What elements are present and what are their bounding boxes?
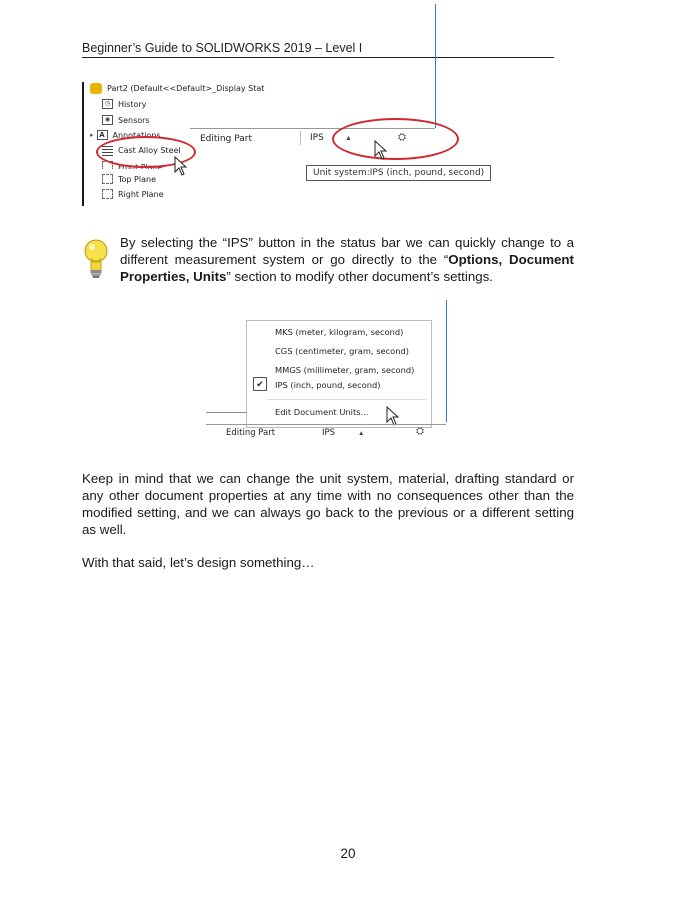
status-editing-part: Editing Part [200,134,252,144]
check-icon: ✔ [253,377,267,391]
tree-item-right-plane[interactable] [102,189,164,199]
tree-item-label: Cast Alloy Steel [118,146,181,155]
rebuild-icon[interactable]: ⛭ [416,426,424,437]
mouse-cursor-icon [374,140,388,160]
caret-up-icon: ▲ [345,135,352,142]
menu-item-cgs[interactable]: CGS (centimeter, gram, second) [275,346,410,356]
part-icon [90,83,102,94]
tip-text-a: By selecting the “IPS” button in the status bar we can quickly change to a different measurement system or go directly to the “ [120,235,574,267]
units-button[interactable]: IPS [322,428,336,438]
divider-line [206,412,246,413]
paragraph-design-something: With that said, let’s design something… [82,555,315,570]
menu-item-mks[interactable]: MKS (meter, kilogram, second) [275,327,404,337]
graphics-area-edge [446,300,447,422]
header-rule [82,57,554,58]
tree-item-label: Front Plane [118,163,163,169]
sensors-icon: ◉ [102,115,113,125]
units-tooltip: Unit system:IPS (inch, pound, second) [306,165,491,181]
units-button[interactable]: IPS [310,133,324,143]
menu-separator [267,399,427,400]
rebuild-icon[interactable]: ⛭ [398,132,406,143]
tip-text-bold: Options, Document Properties, Units [120,252,574,284]
tip-paragraph [120,234,574,285]
mouse-cursor-icon [386,406,400,426]
annotations-icon: A [97,130,108,140]
tree-item-label: Sensors [118,115,150,125]
expand-arrow-icon: ▸ [90,131,94,139]
tree-item-label: History [118,99,147,109]
page-number: 20 [340,846,356,861]
tree-item-label: Right Plane [118,189,164,199]
status-editing-part: Editing Part [226,428,276,438]
plane-icon [102,174,113,184]
graphics-area-edge [435,4,436,128]
paragraph-keep-in-mind: Keep in mind that we can change the unit system, material, drafting standard or any other document properties at any time with no consequences other than the modified setting, and we can always go back to the previous or a different setting as well. [82,471,574,537]
status-bar-border [206,424,446,425]
plane-icon [102,189,113,199]
menu-item-mmgs[interactable]: MMGS (millimeter, gram, second) [275,365,415,375]
tip-text-b: ” section to modify other document’s settings. [226,269,493,284]
tree-border [82,82,84,206]
caret-up-icon: ▲ [358,430,365,437]
tree-item-top-plane[interactable] [102,174,156,184]
tree-item-label: Top Plane [118,174,156,184]
tree-item-label: Part2 (Default<<Default>_Display Stat [107,84,265,93]
history-icon: ◷ [102,99,113,109]
lightbulb-icon [82,238,110,280]
units-menu [246,320,432,428]
highlight-ellipse-units [332,118,459,160]
running-header: Beginner’s Guide to SOLIDWORKS 2019 – Level I [82,41,363,55]
tree-item-label: Annotations [112,130,161,140]
tree-item-history[interactable] [102,99,146,109]
tree-item-sensors[interactable] [102,115,150,125]
tree-item-part[interactable] [90,83,264,94]
mouse-cursor-icon [174,156,188,176]
menu-item-ips[interactable]: IPS (inch, pound, second) [275,380,381,390]
menu-item-edit-units[interactable]: Edit Document Units... [275,407,369,417]
